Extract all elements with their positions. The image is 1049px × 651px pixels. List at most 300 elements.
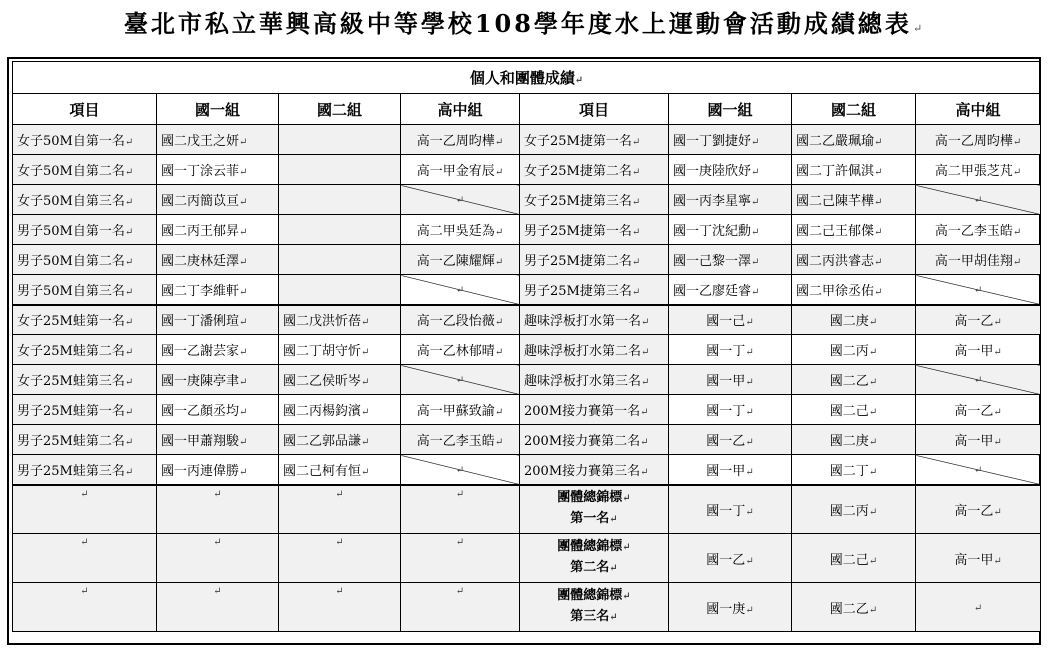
header-item-right [520, 94, 669, 125]
paragraph-mark-icon: ↵ [745, 604, 754, 616]
cell-text: 國二丙楊鈞濱 [283, 404, 362, 419]
cell-grade8-left [279, 275, 401, 305]
cell-text: 國一乙廖廷睿 [673, 283, 752, 299]
paragraph-mark-icon: ↵ [239, 257, 248, 268]
cell-grade8-right [792, 455, 916, 485]
header-grade7-right [669, 94, 792, 125]
paragraph-mark-icon: ↵ [993, 347, 1002, 358]
cell-text: 男子25M蛙第二名 [17, 434, 125, 449]
cell-text: 男子50M自第一名 [17, 224, 125, 239]
cell-text: 國二丁許佩淇 [796, 164, 875, 179]
cell-text: 國一丁 [706, 344, 746, 359]
cell-text: 趣味浮板打水第三名 [524, 374, 642, 389]
section-heading [13, 62, 1041, 94]
team-winner-hs [916, 485, 1041, 534]
cell-grade8-left [279, 365, 401, 395]
cell-event-left [13, 335, 157, 365]
cell-grade7-right [669, 185, 792, 215]
team-label-line: 第三名 [570, 609, 610, 624]
paragraph-mark-icon: ↵ [631, 227, 641, 238]
cell-text: 200M接力賽第三名 [524, 463, 641, 479]
paragraph-mark-icon: ↵ [745, 347, 754, 358]
paragraph-mark-icon: ↵ [874, 137, 883, 148]
cell-text: 國二甲徐丞佑 [796, 283, 875, 299]
paragraph-mark-icon: ↵ [973, 284, 983, 296]
paragraph-mark-icon: ↵ [973, 375, 983, 386]
paragraph-mark-icon: ↵ [874, 167, 883, 178]
paragraph-mark-icon: ↵ [213, 488, 222, 500]
paragraph-mark-icon: ↵ [751, 167, 760, 178]
paragraph-mark-icon: ↵ [494, 257, 504, 268]
cell-event-left [13, 395, 157, 425]
cell-hs-left [401, 455, 520, 485]
cell-text: 女子50M自第一名 [17, 134, 125, 149]
team-label-line: 第一名 [570, 511, 610, 527]
paragraph-mark-icon: ↵ [239, 167, 248, 178]
paragraph-mark-icon: ↵ [622, 591, 631, 602]
cell-hs-left [401, 365, 520, 395]
paragraph-mark-icon: ↵ [973, 195, 983, 206]
paragraph-mark-icon: ↵ [745, 377, 754, 388]
cell-grade7-right [669, 455, 792, 485]
cell-text: 國一庚陳亭聿 [161, 374, 240, 389]
cell-grade7-left [157, 365, 279, 395]
paragraph-mark-icon: ↵ [124, 257, 134, 268]
table-row [13, 125, 1041, 155]
cell-text: 國二己柯有恒 [283, 463, 362, 479]
table-row [13, 305, 1041, 335]
results-table [12, 61, 1041, 632]
cell-hs-left [401, 305, 520, 335]
cell-text: 國一丙連偉勝 [161, 463, 240, 479]
cell-grade7-left [157, 425, 279, 455]
cell-text: 國二乙嚴珮瑜 [796, 134, 875, 149]
table-row [13, 215, 1041, 245]
cell-text: 高二甲張芝芃 [934, 164, 1013, 179]
cell-hs-left [401, 245, 520, 275]
cell-grade7-right [669, 335, 792, 365]
paragraph-mark-icon: ↵ [239, 197, 248, 208]
paragraph-mark-icon: ↵ [239, 227, 248, 238]
paragraph-mark-icon: ↵ [361, 377, 370, 388]
cell-hs-right [916, 245, 1041, 275]
paragraph-mark-icon: ↵ [239, 466, 248, 478]
paragraph-mark-icon: ↵ [455, 464, 465, 476]
paragraph-mark-icon: ↵ [868, 604, 878, 616]
cell-text: 女子25M蛙第一名 [17, 314, 125, 330]
cell-text: 國二乙郭品謙 [283, 434, 362, 449]
empty-cell [157, 534, 279, 583]
cell-hs-left [401, 275, 520, 305]
cell-grade7-left [157, 245, 279, 275]
cell-text: 男子25M捷第二名 [524, 254, 632, 269]
table-row [13, 155, 1041, 185]
cell-event-left [13, 215, 157, 245]
cell-grade8-right [792, 275, 916, 305]
cell-hs-left [401, 425, 520, 455]
paragraph-mark-icon: ↵ [361, 407, 370, 418]
paragraph-mark-icon: ↵ [868, 555, 878, 567]
section-heading-row [13, 62, 1041, 94]
cell-event-right [520, 245, 669, 275]
team-standings-row [13, 583, 1041, 632]
table-row [13, 185, 1041, 215]
paragraph-mark-icon: ↵ [874, 227, 883, 238]
cell-event-right [520, 425, 669, 455]
cell-text: 國二己 [829, 404, 869, 419]
paragraph-mark-icon: ↵ [641, 377, 650, 388]
cell-grade7-left [157, 155, 279, 185]
cell-text: 高一乙 [954, 314, 994, 330]
paragraph-mark-icon: ↵ [973, 464, 983, 476]
cell-grade7-left [157, 185, 279, 215]
paragraph-mark-icon: ↵ [973, 602, 983, 614]
cell-grade8-left [279, 155, 401, 185]
cell-grade7-left [157, 125, 279, 155]
paragraph-mark-icon: ↵ [124, 197, 134, 208]
cell-event-left [13, 275, 157, 305]
paragraph-mark-icon: ↵ [124, 227, 134, 238]
cell-text: 國二庚 [829, 434, 869, 449]
table-row [13, 245, 1041, 275]
team-winner-g2 [792, 485, 916, 534]
cell-hs-right [916, 425, 1041, 455]
cell-grade7-right [669, 425, 792, 455]
empty-cell [13, 534, 157, 583]
paragraph-mark-icon: ↵ [745, 317, 754, 329]
empty-cell [279, 534, 401, 583]
header-text: 國一組 [194, 100, 240, 119]
paragraph-mark-icon: ↵ [751, 286, 760, 298]
header-highschool-right [916, 94, 1041, 125]
cell-event-right [520, 215, 669, 245]
cell-text: 國一庚陸欣妤 [673, 164, 752, 179]
team-winner-hs [916, 583, 1041, 632]
cell-text: 男子25M捷第三名 [524, 283, 632, 299]
paragraph-mark-icon: ↵ [361, 466, 370, 478]
paragraph-mark-icon: ↵ [993, 407, 1002, 418]
paragraph-mark-icon: ↵ [239, 347, 248, 358]
cell-grade7-left [157, 395, 279, 425]
cell-text: 高一甲 [954, 434, 994, 449]
empty-cell [279, 485, 401, 534]
cell-text: 女子50M自第二名 [17, 164, 125, 179]
cell-event-right [520, 305, 669, 335]
cell-grade8-left [279, 215, 401, 245]
cell-grade7-right [669, 275, 792, 305]
cell-text: 高一甲蘇致諭 [416, 404, 495, 419]
paragraph-mark-icon: ↵ [1012, 227, 1022, 238]
cell-grade8-left [279, 395, 401, 425]
paragraph-mark-icon: ↵ [455, 537, 465, 548]
cell-text: 國二乙 [829, 374, 869, 389]
cell-grade7-right [669, 155, 792, 185]
cell-text: 女子25M蛙第二名 [17, 344, 125, 359]
table-row [13, 395, 1041, 425]
paragraph-mark-icon: ↵ [574, 75, 584, 86]
paragraph-mark-icon: ↵ [80, 586, 89, 597]
table-row [13, 365, 1041, 395]
paragraph-mark-icon: ↵ [641, 317, 650, 329]
table-row [13, 455, 1041, 485]
cell-text: 高一乙李玉皓 [416, 434, 495, 449]
cell-grade7-right [669, 245, 792, 275]
cell-text: 高一甲金宥辰 [416, 164, 495, 179]
cell-text: 男子25M蛙第三名 [17, 463, 125, 479]
cell-hs-right [916, 395, 1041, 425]
header-grade8-right [792, 94, 916, 125]
paragraph-mark-icon: ↵ [361, 347, 370, 358]
cell-hs-left [401, 155, 520, 185]
cell-hs-left [401, 125, 520, 155]
team-label-line: 團體總錦標 [557, 539, 623, 554]
paragraph-mark-icon: ↵ [124, 137, 134, 148]
cell-grade8-right [792, 245, 916, 275]
cell-text: 國一乙謝芸家 [161, 344, 240, 359]
cell-event-right [520, 455, 669, 485]
cell-text: 高一乙周昀樺 [416, 134, 495, 149]
team-winner-g1 [669, 485, 792, 534]
cell-text: 女子25M捷第三名 [524, 194, 632, 209]
cell-event-left [13, 125, 157, 155]
cell-grade7-right [669, 305, 792, 335]
paragraph-mark-icon: ↵ [745, 437, 754, 448]
cell-text: 高一甲胡佳翔 [934, 254, 1013, 269]
cell-text: 國二庚 [829, 314, 869, 330]
empty-cell [157, 583, 279, 632]
cell-text: 國一丁涂云菲 [161, 164, 240, 179]
paragraph-mark-icon: ↵ [640, 407, 649, 418]
cell-text: 男子50M自第二名 [17, 254, 125, 269]
paragraph-mark-icon: ↵ [124, 286, 134, 298]
cell-hs-left [401, 215, 520, 245]
header-text: 國一組 [707, 100, 753, 119]
paragraph-mark-icon: ↵ [641, 347, 650, 358]
cell-text: 國二戊洪忻蓓 [283, 314, 362, 330]
cell-event-right [520, 155, 669, 185]
paragraph-mark-icon: ↵ [455, 586, 465, 597]
cell-hs-right [916, 305, 1041, 335]
team-winner-hs [916, 534, 1041, 583]
cell-text: 國二己陳芊樺 [796, 194, 875, 209]
cell-event-right [520, 275, 669, 305]
cell-grade8-left [279, 455, 401, 485]
cell-text: 高一甲 [954, 344, 994, 359]
paragraph-mark-icon: ↵ [993, 437, 1002, 448]
cell-text: 國二丁胡守忻 [283, 344, 362, 359]
cell-event-left [13, 365, 157, 395]
paragraph-mark-icon: ↵ [751, 227, 760, 238]
cell-text: 國一乙顏丞均 [161, 404, 240, 419]
header-text: 高中組 [437, 100, 483, 119]
paragraph-mark-icon: ↵ [745, 555, 754, 567]
cell-text: 國一甲 [706, 463, 746, 479]
table-row [13, 335, 1041, 365]
paragraph-mark-icon: ↵ [640, 466, 649, 478]
cell-grade8-right [792, 365, 916, 395]
cell-text: 男子25M捷第一名 [524, 224, 632, 239]
cell-hs-left [401, 395, 520, 425]
paragraph-mark-icon: ↵ [640, 437, 649, 448]
cell-text: 國二戊王之妍 [161, 134, 240, 149]
paragraph-mark-icon: ↵ [335, 586, 344, 597]
cell-text: 高一乙周昀樺 [934, 134, 1013, 149]
cell-text: 國二丙洪睿志 [796, 254, 875, 269]
cell-text: 國二己 [829, 552, 869, 568]
paragraph-mark-icon: ↵ [361, 317, 370, 329]
cell-grade8-right [792, 395, 916, 425]
cell-event-right [520, 125, 669, 155]
cell-text: 國一乙 [706, 434, 746, 449]
cell-hs-right [916, 125, 1041, 155]
paragraph-mark-icon: ↵ [455, 284, 465, 296]
cell-grade8-right [792, 305, 916, 335]
team-winner-g2 [792, 583, 916, 632]
page-title-text: 臺北市私立華興高級中等學校108學年度水上運動會活動成績總表 [123, 9, 912, 38]
cell-hs-right [916, 215, 1041, 245]
empty-cell [13, 485, 157, 534]
paragraph-mark-icon: ↵ [993, 506, 1002, 518]
paragraph-mark-icon: ↵ [751, 257, 760, 268]
cell-event-left [13, 245, 157, 275]
cell-text: 200M接力賽第一名 [524, 404, 641, 419]
cell-grade8-right [792, 215, 916, 245]
paragraph-mark-icon: ↵ [745, 466, 754, 478]
paragraph-mark-icon: ↵ [993, 317, 1002, 329]
paragraph-mark-icon: ↵ [745, 506, 754, 518]
team-standings-row [13, 534, 1041, 583]
cell-hs-right [916, 155, 1041, 185]
cell-grade8-left [279, 425, 401, 455]
paragraph-mark-icon: ↵ [361, 437, 370, 448]
cell-text: 女子50M自第三名 [17, 194, 125, 209]
cell-text: 國一甲蕭翔駿 [161, 434, 240, 449]
cell-text: 國一己 [706, 314, 746, 330]
paragraph-mark-icon: ↵ [868, 317, 878, 329]
cell-text: 男子25M蛙第一名 [17, 404, 125, 419]
cell-grade7-left [157, 275, 279, 305]
column-header-row [13, 94, 1041, 125]
paragraph-mark-icon: ↵ [124, 347, 134, 358]
cell-event-left [13, 185, 157, 215]
paragraph-mark-icon: ↵ [631, 167, 641, 178]
paragraph-mark-icon: ↵ [868, 407, 878, 418]
paragraph-mark-icon: ↵ [494, 407, 504, 418]
cell-text: 國一丁 [706, 503, 746, 519]
empty-cell [401, 583, 520, 632]
cell-hs-left [401, 335, 520, 365]
cell-text: 國一丁沈紀勳 [673, 224, 752, 239]
cell-text: 國一庚 [706, 601, 746, 617]
paragraph-mark-icon: ↵ [239, 377, 248, 388]
cell-text: 高一甲 [954, 552, 994, 568]
paragraph-mark-icon: ↵ [494, 437, 504, 448]
empty-cell [401, 534, 520, 583]
paragraph-mark-icon: ↵ [494, 347, 504, 358]
cell-event-left [13, 455, 157, 485]
paragraph-mark-icon: ↵ [239, 407, 248, 418]
paragraph-mark-icon: ↵ [1012, 257, 1022, 268]
paragraph-mark-icon: ↵ [213, 586, 222, 597]
cell-text: 國一丁劉捷妤 [673, 134, 752, 149]
cell-text: 國二乙侯昕岑 [283, 374, 362, 389]
cell-text: 高二甲吳廷為 [416, 224, 495, 239]
cell-grade8-left [279, 125, 401, 155]
team-winner-g2 [792, 534, 916, 583]
cell-grade7-right [669, 395, 792, 425]
paragraph-mark-icon: ↵ [1012, 167, 1022, 178]
cell-text: 趣味浮板打水第二名 [524, 344, 642, 359]
paragraph-mark-icon: ↵ [868, 347, 878, 358]
paragraph-mark-icon: ↵ [239, 317, 248, 329]
page-title [0, 4, 1049, 49]
cell-hs-right [916, 455, 1041, 485]
paragraph-mark-icon: ↵ [622, 493, 631, 505]
paragraph-mark-icon: ↵ [494, 317, 504, 329]
cell-event-left [13, 425, 157, 455]
cell-text: 高一乙林郁晴 [416, 344, 495, 359]
paragraph-mark-icon: ↵ [868, 377, 878, 388]
header-text: 高中組 [955, 100, 1001, 119]
cell-grade8-left [279, 335, 401, 365]
cell-text: 國二丙王郁昇 [161, 224, 240, 239]
cell-text: 女子25M捷第一名 [524, 134, 632, 149]
paragraph-mark-icon: ↵ [213, 537, 222, 548]
cell-text: 國一丁潘俐瑄 [161, 314, 240, 330]
cell-grade7-right [669, 365, 792, 395]
header-text: 項目 [69, 100, 100, 119]
empty-cell [157, 485, 279, 534]
paragraph-mark-icon: ↵ [751, 197, 760, 208]
cell-grade7-right [669, 215, 792, 245]
cell-text: 國二乙 [829, 601, 869, 617]
cell-text: 國二丙 [829, 344, 869, 359]
paragraph-mark-icon: ↵ [609, 612, 618, 623]
paragraph-mark-icon: ↵ [124, 466, 134, 478]
table-row [13, 425, 1041, 455]
paragraph-mark-icon: ↵ [335, 488, 344, 500]
paragraph-mark-icon: ↵ [494, 227, 504, 238]
paragraph-mark-icon: ↵ [124, 317, 134, 329]
cell-event-left [13, 155, 157, 185]
cell-text: 高一乙 [954, 503, 994, 519]
cell-text: 國二丙簡苡亘 [161, 194, 240, 209]
cell-event-right [520, 365, 669, 395]
cell-hs-right [916, 365, 1041, 395]
cell-hs-right [916, 335, 1041, 365]
paragraph-mark-icon: ↵ [751, 137, 760, 148]
cell-text: 國二丙 [829, 503, 869, 519]
cell-text: 高一乙陳耀輝 [416, 254, 495, 269]
cell-grade7-left [157, 455, 279, 485]
cell-text: 女子25M蛙第三名 [17, 374, 125, 389]
paragraph-mark-icon: ↵ [745, 407, 754, 418]
paragraph-mark-icon: ↵ [631, 286, 641, 298]
paragraph-mark-icon: ↵ [874, 286, 883, 298]
cell-grade8-right [792, 125, 916, 155]
paragraph-mark-icon: ↵ [993, 555, 1002, 567]
paragraph-mark-icon: ↵ [455, 488, 465, 500]
team-label-line: 第二名 [570, 560, 610, 575]
cell-grade8-left [279, 245, 401, 275]
cell-hs-right [916, 185, 1041, 215]
paragraph-mark-icon: ↵ [494, 167, 504, 178]
paragraph-mark-icon: ↵ [455, 375, 465, 386]
paragraph-mark-icon: ↵ [124, 437, 134, 448]
cell-text: 趣味浮板打水第一名 [524, 314, 642, 330]
team-winner-g1 [669, 534, 792, 583]
cell-text: 國二己王郁傑 [796, 224, 875, 239]
